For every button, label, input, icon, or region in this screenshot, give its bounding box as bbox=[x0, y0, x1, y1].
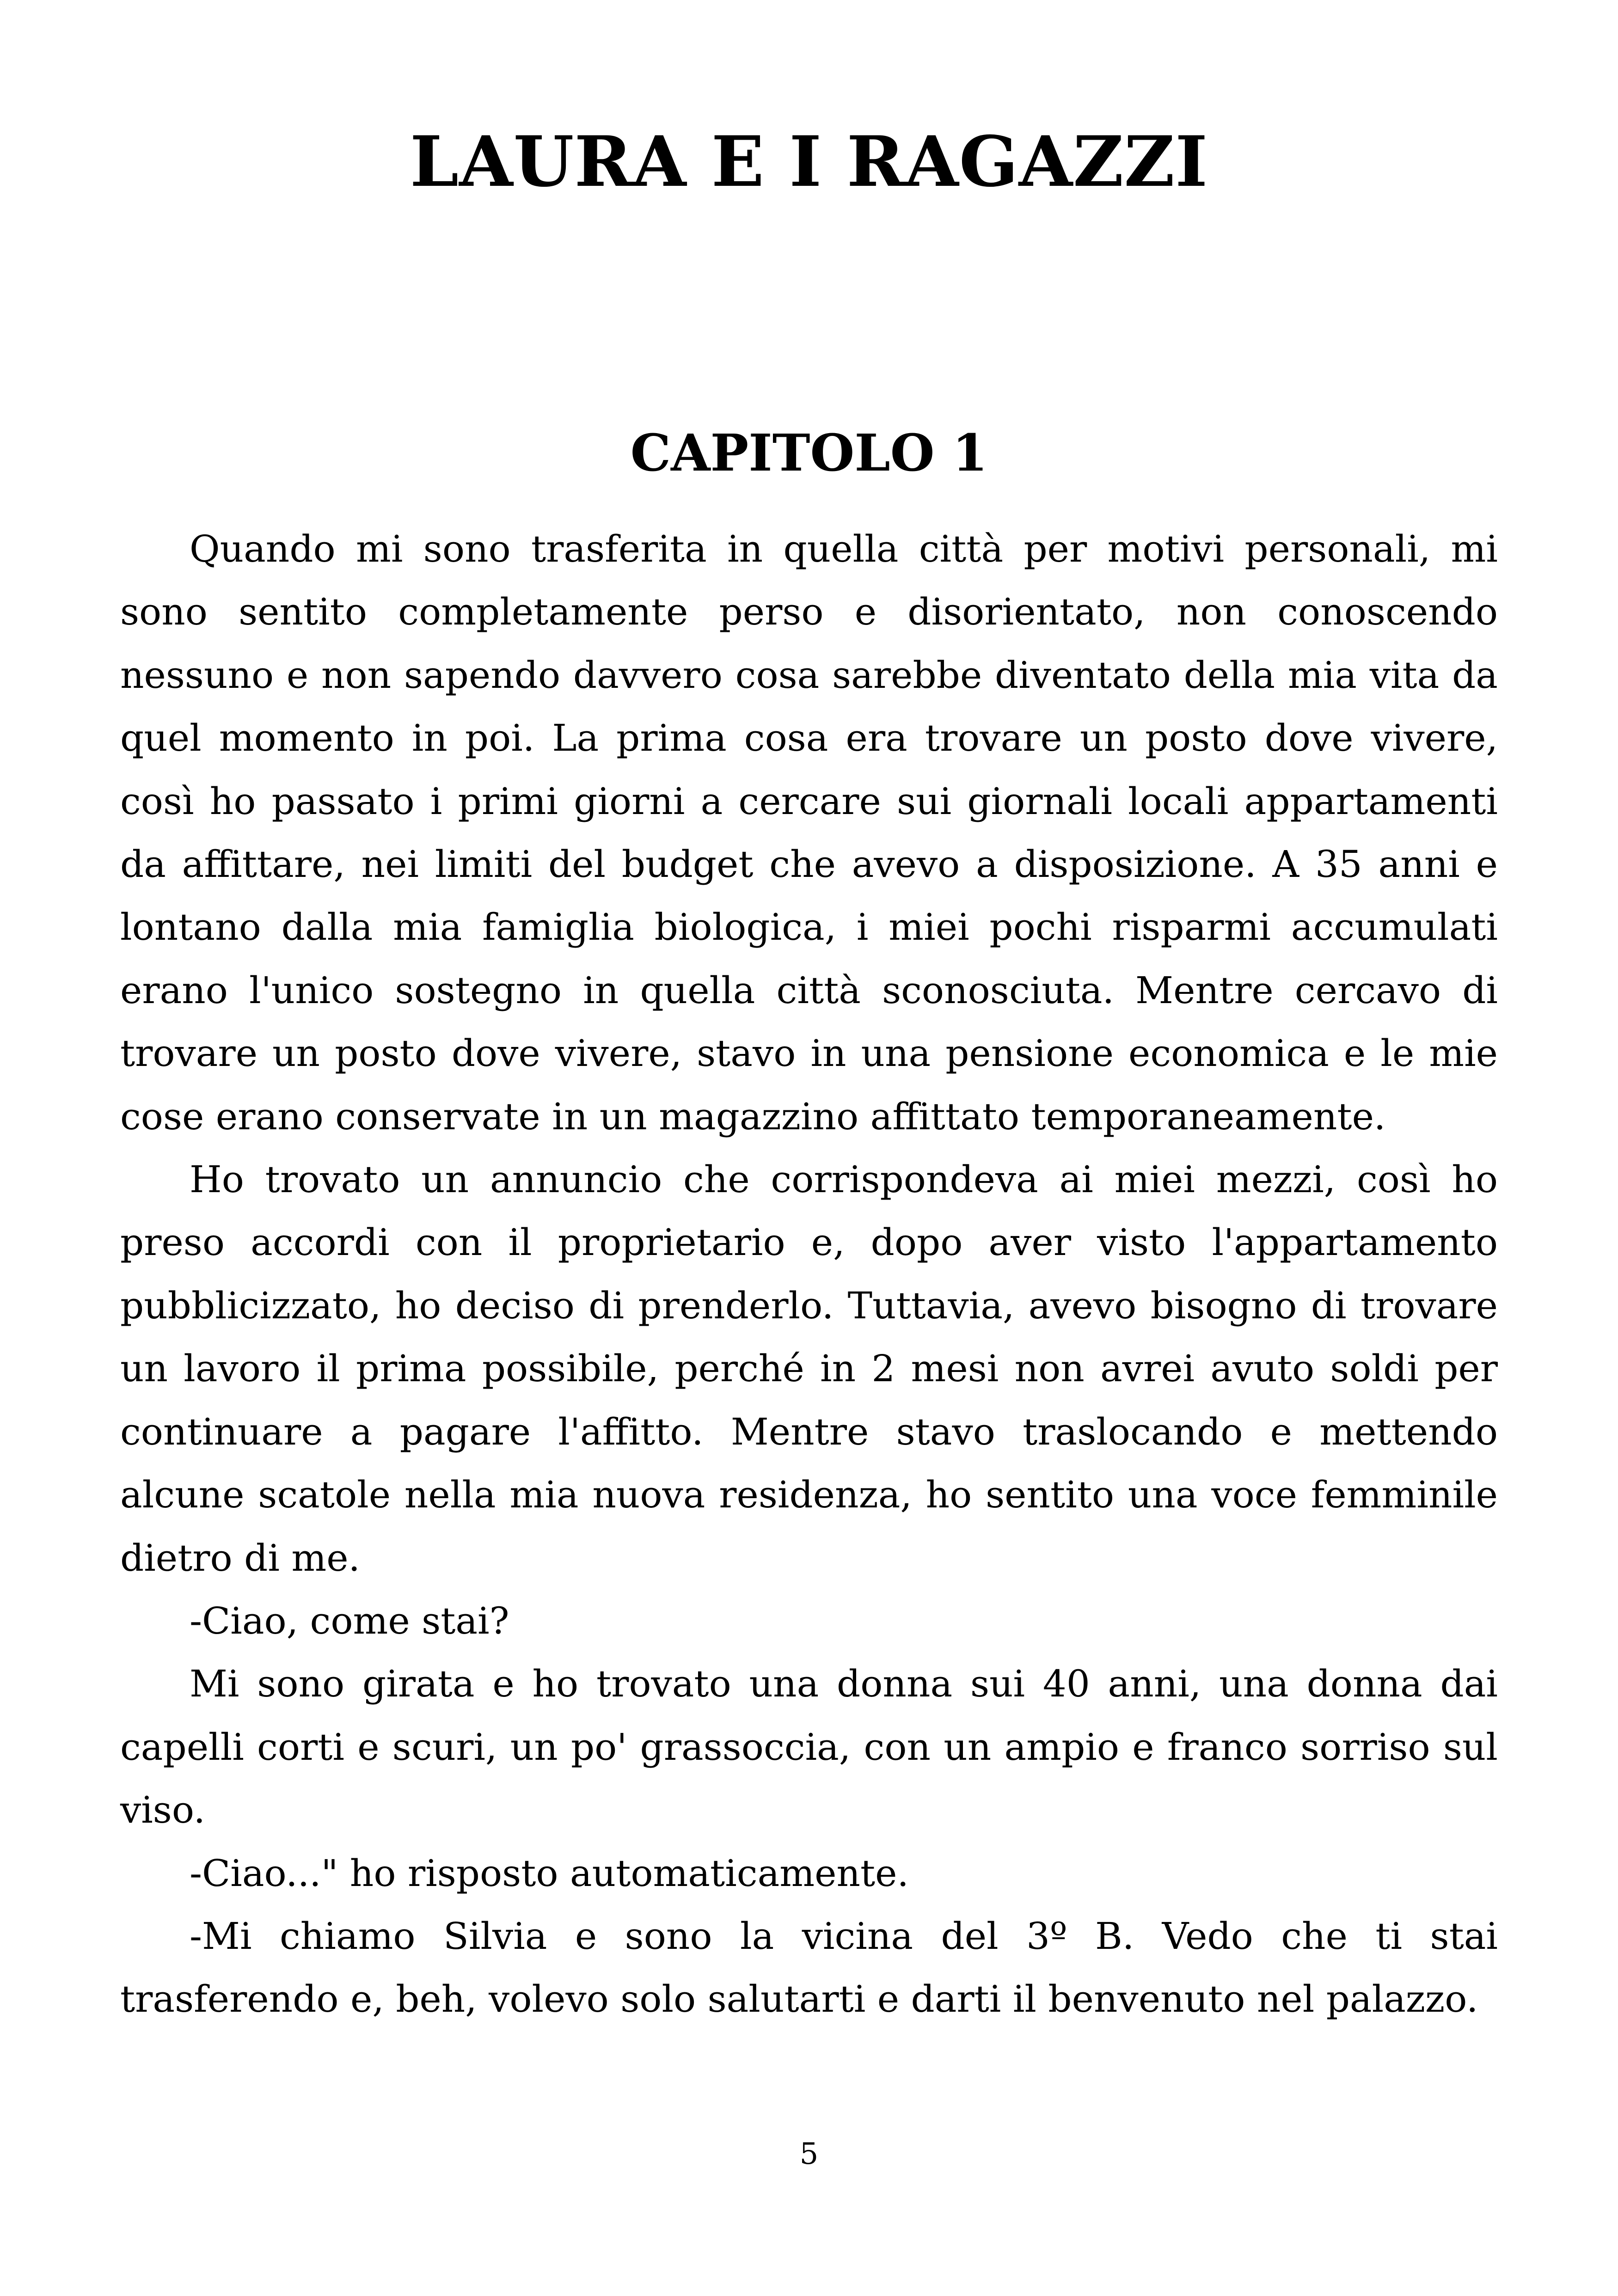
dialogue-line: -Ciao, come stai? bbox=[190, 1599, 509, 1642]
chapter-title: CAPITOLO 1 bbox=[630, 423, 988, 483]
paragraph: Quando mi sono trasferita in quella città per motivi personali, mi sono sentito completamente perso e disorientato, non conoscendo nessuno e non sapendo davvero cosa sarebbe diventato della mia vita da quel momento in poi. La prima cosa era trovare un posto dove vivere, così ho passato i primi giorni a cercare sui giornali locali appartamenti da affittare, nei limiti del budget che avevo a disposizione. A 35 anni e lontano dalla mia famiglia biologica, i miei pochi risparmi accumulati erano l'unico sostegno in quella città sconosciuta. Mentre cercavo di trovare un posto dove vivere, stavo in una pensione economica e le mie cose erano conservate in un magazzino affittato temporaneamente. bbox=[120, 527, 1498, 1138]
paragraph: Ho trovato un annuncio che corrispondeva ai miei mezzi, così ho preso accordi con il proprietario e, dopo aver visto l'appartamento pubblicizzato, ho deciso di prenderlo. Tuttavia, avevo bisogno di trovare un lavoro il prima possibile, perché in 2 mesi non avrei avuto soldi per continuare a pagare l'affitto. Mentre stavo traslocando e mettendo alcune scatole nella mia nuova residenza, ho sentito una voce femminile dietro di me. bbox=[120, 1158, 1498, 1580]
dialogue-line: -Mi chiamo Silvia e sono la vicina del 3º B. Vedo che ti stai trasferendo e, beh, volevo solo salutarti e darti il benvenuto nel palazzo. bbox=[120, 1914, 1498, 2021]
book-title: LAURA E I RAGAZZI bbox=[410, 121, 1208, 202]
paragraph: Mi sono girata e ho trovato una donna sui 40 anni, una donna dai capelli corti e scuri, un po' grassoccia, con un ampio e franco sorriso sul viso. bbox=[120, 1662, 1498, 1832]
page-number: 5 bbox=[799, 2137, 819, 2171]
chapter-body bbox=[120, 518, 1498, 2031]
dialogue-line: -Ciao..." ho risposto automaticamente. bbox=[190, 1851, 909, 1895]
